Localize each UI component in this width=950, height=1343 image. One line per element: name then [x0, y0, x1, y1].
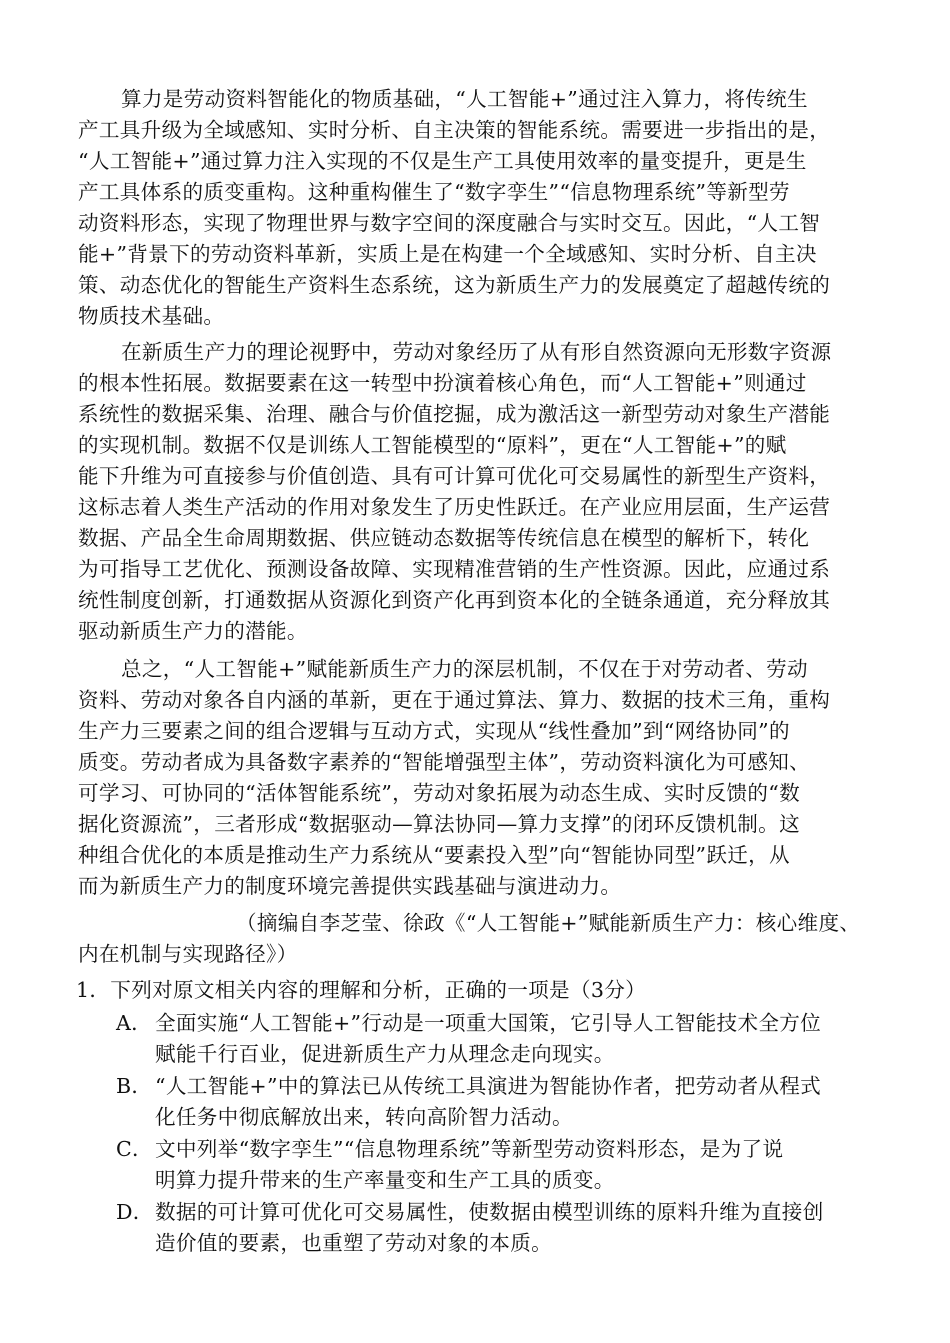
option-text-line: 全面实施“人工智能+”行动是一项重大国策，它引导人工智能技术全方位	[155, 1011, 822, 1035]
paragraph-line: 生产力三要素之间的组合逻辑与互动方式，实现从“线性叠加”到“网络协同”的	[78, 719, 790, 743]
paragraph-line: 总之，“人工智能+”赋能新质生产力的深层机制，不仅在于对劳动者、劳动	[121, 657, 808, 681]
option-text-line: 造价值的要素，也重塑了劳动对象的本质。	[155, 1231, 552, 1255]
option-text-line: 化任务中彻底解放出来，转向高阶智力活动。	[155, 1105, 573, 1129]
paragraph-line: 产工具体系的质变重构。这种重构催生了“数字孪生”“信息物理系统”等新型劳	[78, 180, 790, 204]
question-stem: 1．下列对原文相关内容的理解和分析，正确的一项是（3分）	[76, 978, 647, 1002]
paragraph-line: 据化资源流”，三者形成“数据驱动—算法协同—算力支撑”的闭环反馈机制。这	[78, 812, 800, 836]
paragraph-line: 动资料形态，实现了物理世界与数字空间的深度融合与实时交互。因此，“人工智	[78, 211, 821, 235]
paragraph-line: 为可指导工艺优化、预测设备故障、实现精准营销的生产性资源。因此，应通过系	[78, 557, 831, 581]
paragraph-line: 系统性的数据采集、治理、融合与价值挖掘，成为激活这一新型劳动对象生产潜能	[78, 402, 831, 426]
paragraph-line: 产工具升级为全域感知、实时分析、自主决策的智能系统。需要进一步指出的是，	[78, 118, 831, 142]
citation-line: （摘编自李芝莹、徐政《“人工智能+”赋能新质生产力：核心维度、	[236, 911, 861, 935]
paragraph-line: 而为新质生产力的制度环境完善提供实践基础与演进动力。	[78, 874, 622, 898]
paragraph-line: 统性制度创新，打通数据从资源化到资产化再到资本化的全链条通道，充分释放其	[78, 588, 831, 612]
option-letter: A．	[116, 1011, 153, 1035]
paragraph-line: 能下升维为可直接参与价值创造、具有可计算可优化可交易属性的新型生产资料，	[78, 464, 831, 488]
option-text-line: “人工智能+”中的算法已从传统工具演进为智能协作者，把劳动者从程式	[155, 1074, 822, 1098]
paragraph-line: 数据、产品全生命周期数据、供应链动态数据等传统信息在模型的解析下，转化	[78, 526, 810, 550]
paragraph-line: 的根本性拓展。数据要素在这一转型中扮演着核心角色，而“人工智能+”则通过	[78, 371, 807, 395]
paragraph-line: “人工智能+”通过算力注入实现的不仅是生产工具使用效率的量变提升，更是生	[78, 149, 807, 173]
paragraph-line: 这标志着人类生产活动的作用对象发生了历史性跃迁。在产业应用层面，生产运营	[78, 495, 831, 519]
paragraph-line: 算力是劳动资料智能化的物质基础，“人工智能+”通过注入算力，将传统生	[121, 87, 808, 111]
paragraph-line: 质变。劳动者成为具备数字素养的“智能增强型主体”，劳动资料演化为可感知、	[78, 750, 811, 774]
paragraph-line: 驱动新质生产力的潜能。	[78, 619, 308, 643]
paragraph-line: 资料、劳动对象各自内涵的革新，更在于通过算法、算力、数据的技术三角，重构	[78, 688, 831, 712]
paragraph-line: 能+”背景下的劳动资料革新，实质上是在构建一个全域感知、实时分析、自主决	[78, 242, 817, 266]
paragraph-line: 在新质生产力的理论视野中，劳动对象经历了从有形自然资源向无形数字资源	[121, 340, 832, 364]
paragraph-line: 策、动态优化的智能生产资料生态系统，这为新质生产力的发展奠定了超越传统的	[78, 273, 831, 297]
citation-line: 内在机制与实现路径》）	[78, 942, 298, 966]
option-text-line: 数据的可计算可优化可交易属性，使数据由模型训练的原料升维为直接创	[155, 1200, 824, 1224]
option-text-line: 明算力提升带来的生产率量变和生产工具的质变。	[155, 1168, 615, 1192]
paragraph-line: 可学习、可协同的“活体智能系统”，劳动对象拓展为动态生成、实时反馈的“数	[78, 781, 800, 805]
option-letter: B．	[116, 1074, 153, 1098]
option-letter: D．	[116, 1200, 154, 1224]
paragraph-line: 种组合优化的本质是推动生产力系统从“要素投入型”向“智能协同型”跃迁，从	[78, 843, 790, 867]
option-text-line: 赋能千行百业，促进新质生产力从理念走向现实。	[155, 1042, 615, 1066]
option-letter: C．	[116, 1137, 153, 1161]
paragraph-line: 物质技术基础。	[78, 304, 225, 328]
option-text-line: 文中列举“数字孪生”“信息物理系统”等新型劳动资料形态，是为了说	[155, 1137, 784, 1161]
paragraph-line: 的实现机制。数据不仅是训练人工智能模型的“原料”，更在“人工智能+”的赋	[78, 433, 787, 457]
